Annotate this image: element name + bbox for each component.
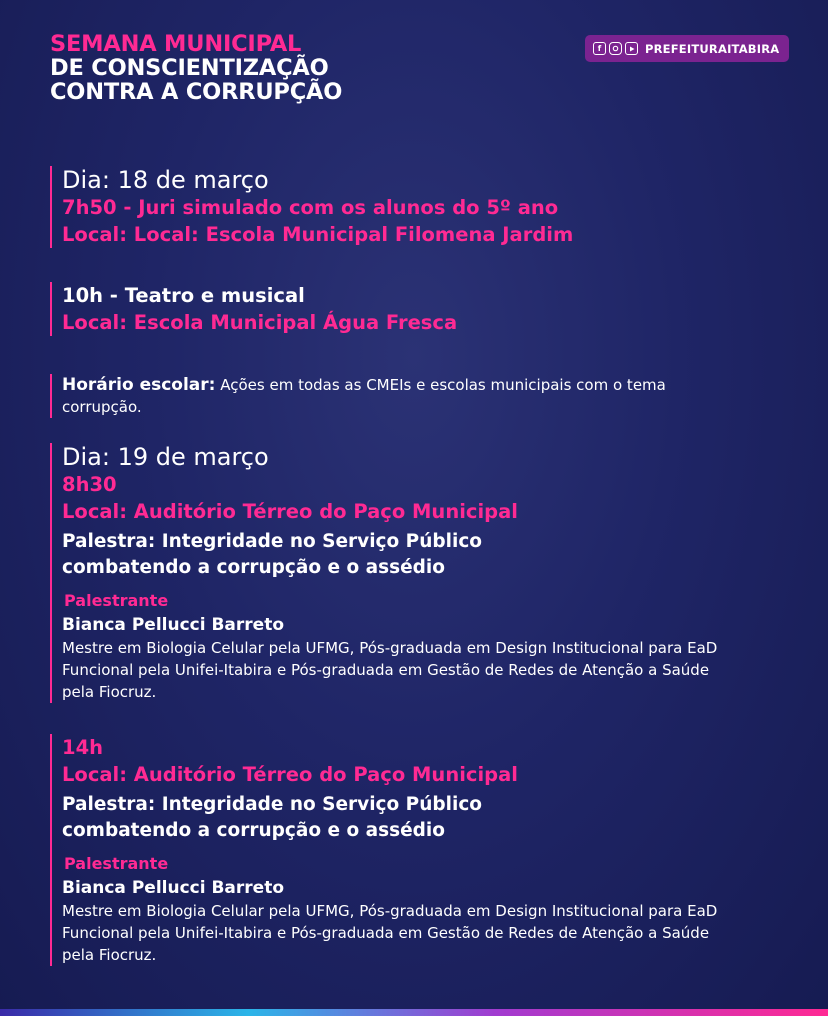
session2-speaker-label: Palestrante	[64, 854, 169, 873]
title-line-2: DE CONSCIENTIZAÇÃO	[50, 55, 329, 81]
day1-event2-time: 10h - Teatro e musical	[62, 284, 305, 307]
session2-speaker-name: Bianca Pellucci Barreto	[62, 878, 285, 898]
session1-time: 8h30	[62, 473, 117, 496]
session2-speaker-bio: Mestre em Biologia Celular pela UFMG, Pós-graduada em Design Institucional para EaD Funcional pela Unifei-Itabira e Pós-graduada em Gestão de Redes de Atenção a Saúde pela Fiocruz.	[62, 902, 718, 964]
title-line-1: SEMANA MUNICIPAL	[50, 31, 302, 57]
bottom-gradient-bar	[0, 1009, 828, 1016]
school-hours-text	[62, 374, 722, 418]
youtube-icon[interactable]	[625, 42, 638, 55]
day1-date: Dia: 18 de março	[62, 166, 269, 194]
session2-block	[50, 734, 742, 966]
session1-speaker-bio: Mestre em Biologia Celular pela UFMG, Pós-graduada em Design Institucional para EaD Funcional pela Unifei-Itabira e Pós-graduada em Gestão de Redes de Atenção a Saúde pela Fiocruz.	[62, 639, 718, 701]
session2-talk-line2: combatendo a corrupção e o assédio	[62, 820, 445, 841]
social-badge[interactable]	[585, 35, 789, 62]
session2-location: Local: Auditório Térreo do Paço Municipal	[62, 763, 518, 786]
school-hours-desc: Ações em todas as CMEIs e escolas municipais com o tema corrupção.	[62, 376, 666, 416]
title-line-3: CONTRA A CORRUPÇÃO	[50, 79, 343, 105]
session2-time: 14h	[62, 736, 104, 759]
day1-event2-block	[50, 282, 457, 336]
day1-block	[50, 166, 573, 248]
social-handle[interactable]: PREFEITURAITABIRA	[645, 41, 780, 56]
day1-event1-time: 7h50 - Juri simulado com os alunos do 5º ano	[62, 196, 559, 219]
session1-location: Local: Auditório Térreo do Paço Municipal	[62, 500, 518, 523]
school-hours-block	[50, 374, 722, 418]
day1-event1-location: Local: Local: Escola Municipal Filomena Jardim	[62, 223, 574, 246]
session1-talk-line1: Palestra: Integridade no Serviço Público	[62, 531, 483, 552]
session2-talk-line1: Palestra: Integridade no Serviço Público	[62, 794, 483, 815]
day1-event2-location: Local: Escola Municipal Água Fresca	[62, 311, 458, 334]
facebook-icon[interactable]: f	[593, 42, 606, 55]
session1-speaker-name: Bianca Pellucci Barreto	[62, 615, 285, 635]
day2-date: Dia: 19 de março	[62, 443, 269, 471]
page-title	[50, 32, 342, 104]
session1-speaker-label: Palestrante	[64, 591, 169, 610]
instagram-icon[interactable]	[609, 42, 622, 55]
day2-block	[50, 443, 742, 703]
session1-talk-line2: combatendo a corrupção e o assédio	[62, 557, 445, 578]
school-hours-label: Horário escolar:	[62, 375, 216, 395]
